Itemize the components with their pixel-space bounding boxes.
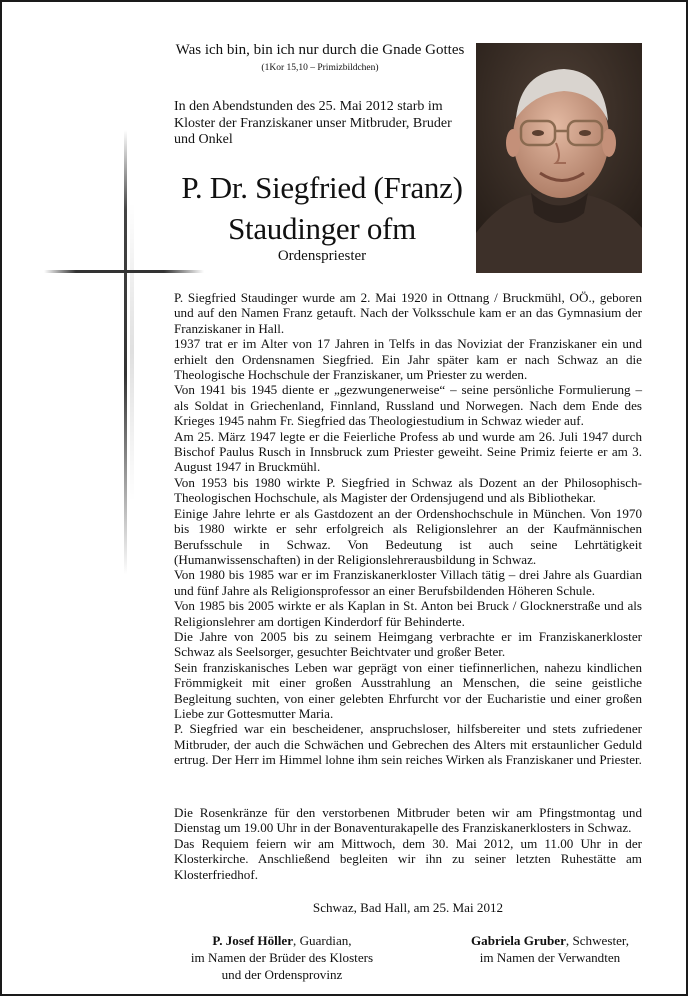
place-date: Schwaz, Bad Hall, am 25. Mai 2012 [312, 900, 504, 915]
bio-paragraph: P. Siegfried Staudinger wurde am 2. Mai 1920 in Ottnang / Bruckmühl, OÖ., geboren und auf den Namen Franz getauft. Nach der Volksschule kam er an das Gymnasium der Franziskaner in Hall. [174, 290, 642, 336]
motto-reference: (1Kor 15,10 – Primizbildchen) [261, 63, 379, 73]
signer-title: , Guardian, [293, 933, 352, 948]
bio-paragraph: Die Jahre von 2005 bis zu seinem Heimgang verbrachte er im Franziskanerkloster Schwaz als Seelsorger, gesuchter Beichtvater und großer Beter. [174, 628, 642, 660]
biography [174, 290, 642, 768]
bio-paragraph: Am 25. März 1947 legte er die Feierliche Profess ab und wurde am 26. Juli 1947 durch Bischof Paulus Rusch in Innsbruck zum Priester geweiht. Seine Primiz feierte er am 3. August 1947 in Bruckmühl. [174, 428, 642, 475]
bio-paragraph: Von 1941 bis 1945 diente er „gezwungenerweise“ – seine persönliche Formulierung – als Soldat in Griechenland, Finnland, Russland und Norwegen. Nach dem Ende des Krieges 1945 nahm Fr. Siegfried das Theologiestudium in Schwaz wieder auf. [174, 382, 642, 429]
signer-line: im Namen der Verwandten [479, 950, 621, 965]
deceased-role: Ordenspriester [277, 248, 367, 264]
signer-name: P. Josef Höller [212, 933, 294, 948]
requiem-info: Das Requiem feiern wir am Mittwoch, dem 30. Mai 2012, um 11.00 Uhr in der Klosterkirche. Anschließend begleiten wir ihn zu seiner letzten Ruhestätte am Klosterfriedhof. [174, 835, 642, 882]
bio-paragraph: P. Siegfried war ein bescheidener, anspruchsloser, hilfsbereiter und stets zufriedener Mitbruder, der auch die Schwächen und Gebrechen des Alters mit erstaunlicher Geduld ertrug. Der Herr im Himmel lohne ihm sein reiches Wirken als Franziskaner und Priester. [174, 721, 642, 768]
rosary-info: Die Rosenkränze für den verstorbenen Mitbruder beten wir am Pfingstmontag und Dienstag um 19.00 Uhr in der Bonaventurakapelle des Franziskanerklosters in Schwaz. [174, 805, 642, 836]
funeral-announcement [174, 805, 642, 882]
signer-name: Gabriela Gruber [470, 933, 566, 948]
bio-paragraph: Von 1980 bis 1985 war er im Franziskanerkloster Villach tätig – drei Jahre als Guardian und fünf Jahre als Religionsprofessor an einer Berufsbildenden Höheren Schule. [174, 567, 642, 598]
motto: Was ich bin, bin ich nur durch die Gnade Gottes [175, 42, 465, 58]
bio-paragraph: Von 1985 bis 2005 wirkte er als Kaplan in St. Anton bei Bruck / Glocknerstraße und als Religionslehrer am dortigen Kinderdorf für Behinderte. [174, 598, 642, 629]
bio-paragraph: Von 1953 bis 1980 wirkte P. Siegfried in Schwaz als Dozent an der Philosophisch-Theologischen Hochschule, als Magister der Ordensjugend und als Bibliothekar. [174, 474, 642, 506]
bio-paragraph: Sein franziskanisches Leben war geprägt von einer tiefinnerlichen, nahezu kindlichen Frömmigkeit mit einer großen Ausstrahlung an Menschen, die seine geistliche Begleitung suchten, von einer gelebten Ehrfurcht vor der Eucharistie und einer großen Liebe zur Gottesmutter Maria. [174, 659, 642, 721]
signature-left [170, 932, 394, 983]
signer-line: und der Ordensprovinz [221, 967, 343, 982]
bio-paragraph: 1937 trat er im Alter von 17 Jahren in Telfs in das Noviziat der Franziskaner ein und erhielt den Ordensnamen Siegfried. Ein Jahr später kam er nach Schwaz an die Theologische Hochschule der Franziskaner, um Priester zu werden. [174, 336, 642, 383]
signer-title: , Schwester, [565, 933, 630, 948]
cross-shadow [130, 202, 134, 502]
portrait-illustration [476, 43, 642, 273]
cross-bar [44, 270, 204, 273]
portrait-photo [476, 43, 642, 273]
deceased-surname: Staudinger ofm [228, 211, 416, 246]
deceased-name: P. Dr. Siegfried (Franz) [181, 170, 463, 205]
signer-line: im Namen der Brüder des Klosters [190, 950, 374, 965]
cross-icon [124, 130, 127, 575]
signature-right [442, 932, 658, 966]
bio-paragraph: Einige Jahre lehrte er als Gastdozent an der Ordenshochschule in München. Von 1970 bis 1980 wirkte er sehr erfolgreich als Religionslehrer an der Kaufmännischen Berufsschule in Schwaz. Von Bedeutung ist auch seine Lehrtätigkeit (Humanwissenschaften) in der Religionslehrerausbildung in Schwaz. [174, 505, 642, 567]
intro-text: In den Abendstunden des 25. Mai 2012 starb im Kloster der Franziskaner unser Mitbruder, Bruder und Onkel [174, 99, 452, 147]
